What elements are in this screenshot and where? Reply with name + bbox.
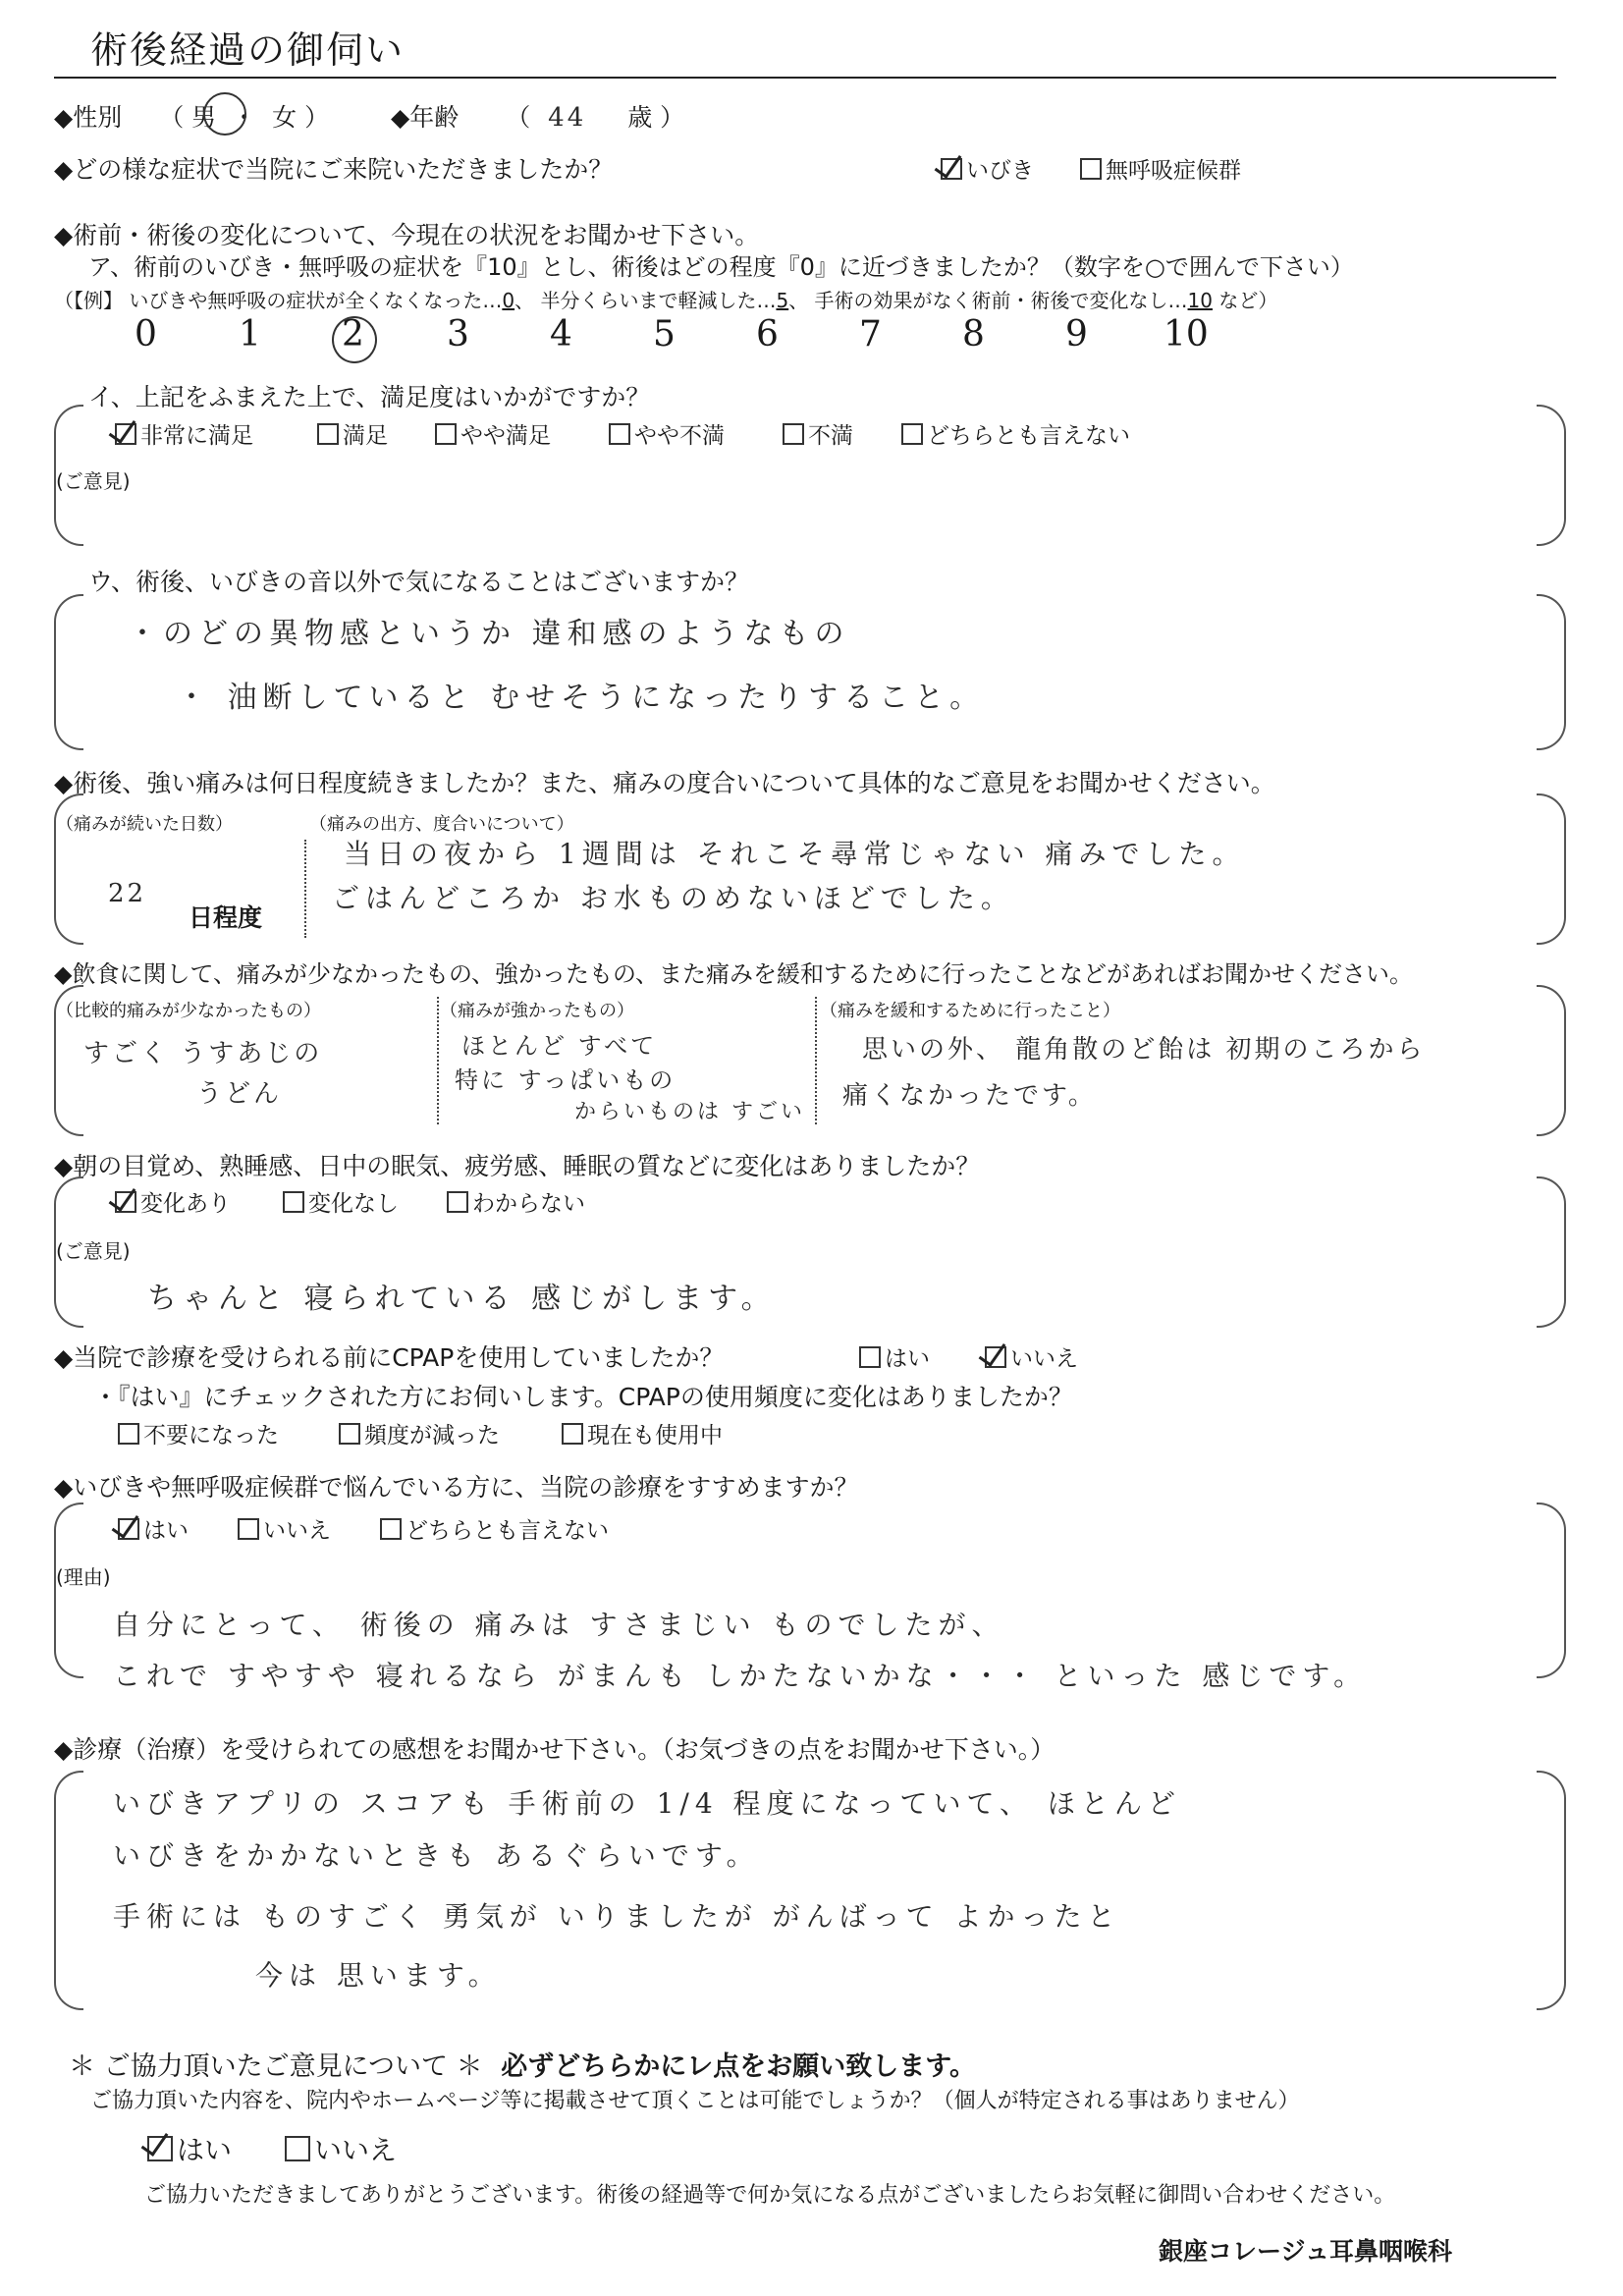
gender-row: ◆性別 （ 男 ・ 女 ） (54, 103, 330, 132)
q8-sub-text: ・『はい』にチェックされた方にお伺いします。CPAPの使用頻度に変化はありましたか？ (93, 1383, 1073, 1411)
q8-text: ◆当院で診療を受けられる前にCPAPを使用していましたか？ (54, 1343, 725, 1372)
q10-bracket-left (54, 1771, 83, 2010)
q8-option-no[interactable]: いいえ (985, 1340, 1078, 1373)
checkbox-icon (283, 1191, 304, 1213)
checkbox-icon (901, 423, 923, 445)
q6-col1-label: （比較的痛みが少なかったもの） (56, 1001, 321, 1021)
q6-text: ◆飲食に関して、痛みが少なかったもの、強かったもの、また痛みを緩和するために行ったことなどがあればお聞かせください。 (54, 960, 1414, 988)
q6-col3-label: （痛みを緩和するために行ったこと） (820, 1001, 1120, 1021)
checkbox-icon (339, 1423, 360, 1445)
checkbox-icon (285, 2136, 310, 2161)
q6-col2-answer-3[interactable]: からいものは すごい (574, 1100, 805, 1124)
q4-bracket-right (1537, 594, 1566, 750)
q3-option-very-satisfied[interactable]: 非常に満足 (115, 417, 253, 450)
checkbox-checked-icon (115, 1191, 136, 1213)
q7-text: ◆朝の目覚め、熟睡感、日中の眠気、疲労感、睡眠の質などに変化はありましたか？ (54, 1152, 981, 1180)
q5-days-value[interactable]: 22 (108, 879, 147, 908)
checkbox-icon (609, 423, 630, 445)
q7-answer[interactable]: ちゃんと 寝られている 感じがします。 (147, 1282, 777, 1316)
scale-5[interactable]: 5 (653, 314, 676, 355)
scale-0[interactable]: 0 (135, 314, 157, 355)
q8-option-yes[interactable]: はい (859, 1340, 930, 1373)
q5-answer-line-2[interactable]: ごはんどころか お水ものめないほどでした。 (332, 882, 1014, 914)
checkbox-icon (317, 423, 339, 445)
q7-option-unknown[interactable]: わからない (447, 1185, 585, 1218)
scale-3[interactable]: 3 (447, 314, 469, 355)
q1-option-snoring[interactable]: いびき (941, 152, 1034, 185)
consent-option-yes[interactable]: はい (147, 2129, 232, 2168)
q6-col2-label: （痛みが強かったもの） (440, 1001, 634, 1021)
q3-option-neutral[interactable]: どちらとも言えない (901, 417, 1130, 450)
q9-bracket-left (54, 1503, 83, 1678)
age-label: ◆年齢 (391, 103, 460, 132)
scale-8[interactable]: 8 (962, 314, 985, 355)
q2a-text: ア、術前のいびき・無呼吸の症状を『10』とし、術後はどの程度『0』に近づきましたか？（数字を○で囲んで下さい） (88, 253, 1354, 281)
consent-thanks: ご協力いただきましてありがとうございます。術後の経過等で何か気になる点がございましたらお気軽に御問い合わせください。 (144, 2183, 1396, 2208)
gender-label: ◆性別 (54, 103, 123, 132)
q1-text: ◆どの様な症状で当院にご来院いただきましたか？ (54, 155, 614, 184)
q6-col2-answer-1[interactable]: ほとんど すべて (461, 1032, 658, 1060)
q4-bracket-left (54, 594, 83, 750)
q6-divider-1 (437, 997, 439, 1124)
q7-option-changed[interactable]: 変化あり (115, 1185, 231, 1218)
gender-female[interactable]: 女 (272, 103, 298, 132)
q2-example: （【例】 いびきや無呼吸の症状が全くなくなった…0、 半分くらいまで軽減した…5、 手術の効果がなく術前・術後で変化なし…10 など） (54, 289, 1278, 312)
q6-col1-answer-2[interactable]: うどん (196, 1079, 283, 1109)
title-underline (54, 77, 1556, 79)
q7-option-no-change[interactable]: 変化なし (283, 1185, 399, 1218)
q6-col3-answer-2[interactable]: 痛くなかったです。 (842, 1081, 1097, 1111)
q1-option-apnea[interactable]: 無呼吸症候群 (1080, 152, 1241, 185)
q3-option-dissatisfied[interactable]: 不満 (783, 417, 853, 450)
q10-answer-line-1[interactable]: いびきアプリの スコアも 手術前の 1/4 程度になっていて、 ほとんど (113, 1787, 1181, 1820)
q9-bracket-right (1537, 1503, 1566, 1678)
checkbox-checked-icon (118, 1518, 139, 1540)
q5-days-label: （痛みが続いた日数） (56, 814, 233, 835)
q9-option-no[interactable]: いいえ (238, 1512, 331, 1545)
q10-answer-line-2[interactable]: いびきをかかないときも あるぐらいです。 (113, 1839, 760, 1872)
q3-option-somewhat-dissatisfied[interactable]: やや不満 (609, 417, 725, 450)
scale-7[interactable]: 7 (859, 314, 882, 355)
q6-col2-answer-2[interactable]: 特に すっぱいもの (455, 1066, 676, 1094)
age-unit: 歳 (627, 103, 653, 132)
male-circle-mark (203, 92, 246, 136)
scale-10[interactable]: 10 (1163, 314, 1209, 355)
q8-sub-option-reduced[interactable]: 頻度が減った (339, 1417, 500, 1449)
q8-sub-option-unneeded[interactable]: 不要になった (118, 1417, 279, 1449)
checkbox-icon (118, 1423, 139, 1445)
q6-col1-answer-1[interactable]: すごく うすあじの (83, 1039, 323, 1068)
scale-1[interactable]: 1 (239, 314, 261, 355)
clinic-name: 銀座コレージュ耳鼻咽喉科 (1159, 2237, 1453, 2266)
checkbox-icon (238, 1518, 259, 1540)
q5-bracket-right (1537, 793, 1566, 945)
checkbox-checked-icon (147, 2136, 173, 2161)
q7-opinion-label: (ご意見) (56, 1239, 131, 1263)
page-title: 術後経過の御伺い (90, 28, 406, 72)
q10-answer-line-4[interactable]: 今は 思います。 (255, 1959, 502, 1992)
q5-degree-label: （痛みの出方、度合いについて） (309, 814, 574, 835)
scale-4[interactable]: 4 (550, 314, 572, 355)
q10-text: ◆診療（治療）を受けられての感想をお聞かせ下さい。（お気づきの点をお聞かせ下さい。） (54, 1735, 1055, 1764)
q5-divider (304, 840, 306, 938)
q3-option-somewhat-satisfied[interactable]: やや満足 (435, 417, 551, 450)
q2-text: ◆術前・術後の変化について、今現在の状況をお聞かせ下さい。 (54, 221, 760, 249)
q4-answer-line-1[interactable]: ・のどの異物感というか 違和感のようなもの (128, 617, 850, 651)
q3-opinion-label: (ご意見) (56, 469, 131, 493)
scale-2-circle-mark (332, 316, 377, 363)
q9-text: ◆いびきや無呼吸症候群で悩んでいる方に、当院の診療をすすめますか？ (54, 1473, 859, 1502)
checkbox-icon (859, 1346, 881, 1368)
q3-bracket-right (1537, 405, 1566, 546)
checkbox-icon (380, 1518, 402, 1540)
q4-text: ウ、術後、いびきの音以外で気になることはございますか？ (88, 568, 750, 596)
checkbox-icon (447, 1191, 468, 1213)
q4-answer-line-2[interactable]: ・ 油断していると むせそうになったりすること。 (177, 681, 986, 715)
checkbox-icon (435, 423, 457, 445)
q9-option-neutral[interactable]: どちらとも言えない (380, 1512, 609, 1545)
q6-divider-2 (815, 997, 817, 1124)
q10-answer-line-3[interactable]: 手術には ものすごく 勇気が いりましたが がんばって よかったと (113, 1900, 1121, 1933)
consent-text: ご協力頂いた内容を、院内やホームページ等に掲載させて頂くことは可能でしょうか？（個人が特定される事はありません） (90, 2089, 1300, 2113)
q3-text: イ、上記をふまえた上で、満足度はいかがですか？ (88, 383, 651, 411)
q6-col3-answer-1[interactable]: 思いの外、 龍角散のど飴は 初期のころから (862, 1035, 1426, 1065)
q5-text: ◆術後、強い痛みは何日程度続きましたか？また、痛みの度合いについて具体的なご意見をお聞かせください。 (54, 769, 1275, 797)
age-row: ◆年齢 （ 44 歳 ） (391, 103, 685, 133)
age-value[interactable]: 44 (548, 103, 587, 133)
consent-heading: ＊ ご協力頂いたご意見について ＊ 必ずどちらかにレ点をお願い致します。 (69, 2051, 977, 2082)
checkbox-icon (1080, 158, 1102, 180)
scale-9[interactable]: 9 (1065, 314, 1088, 355)
q8-sub-option-still-using[interactable]: 現在も使用中 (562, 1417, 723, 1449)
q7-bracket-right (1537, 1176, 1566, 1328)
q5-answer-line-1[interactable]: 当日の夜から 1週間は それこそ尋常じゃない 痛みでした。 (344, 838, 1246, 870)
checkbox-icon (783, 423, 804, 445)
q9-reason-label: (理由) (56, 1565, 111, 1589)
q6-bracket-right (1537, 985, 1566, 1136)
q3-option-satisfied[interactable]: 満足 (317, 417, 388, 450)
checkbox-icon (562, 1423, 583, 1445)
checkbox-checked-icon (941, 158, 962, 180)
q10-bracket-right (1537, 1771, 1566, 2010)
q9-option-yes[interactable]: はい (118, 1512, 189, 1545)
scale-6[interactable]: 6 (756, 314, 779, 355)
q5-days-unit: 日程度 (189, 903, 263, 932)
consent-option-no[interactable]: いいえ (285, 2129, 397, 2168)
checkbox-checked-icon (985, 1346, 1006, 1368)
checkbox-checked-icon (115, 423, 136, 445)
gender-male[interactable]: 男 (191, 103, 217, 132)
scale-2[interactable]: 2 (342, 314, 364, 355)
q9-answer-line-2[interactable]: これで すやすや 寝れるなら がまんも しかたないかな・・・ といった 感じです。 (113, 1660, 1368, 1692)
q9-answer-line-1[interactable]: 自分にとって、 術後の 痛みは すさまじい ものでしたが、 (113, 1609, 1005, 1641)
